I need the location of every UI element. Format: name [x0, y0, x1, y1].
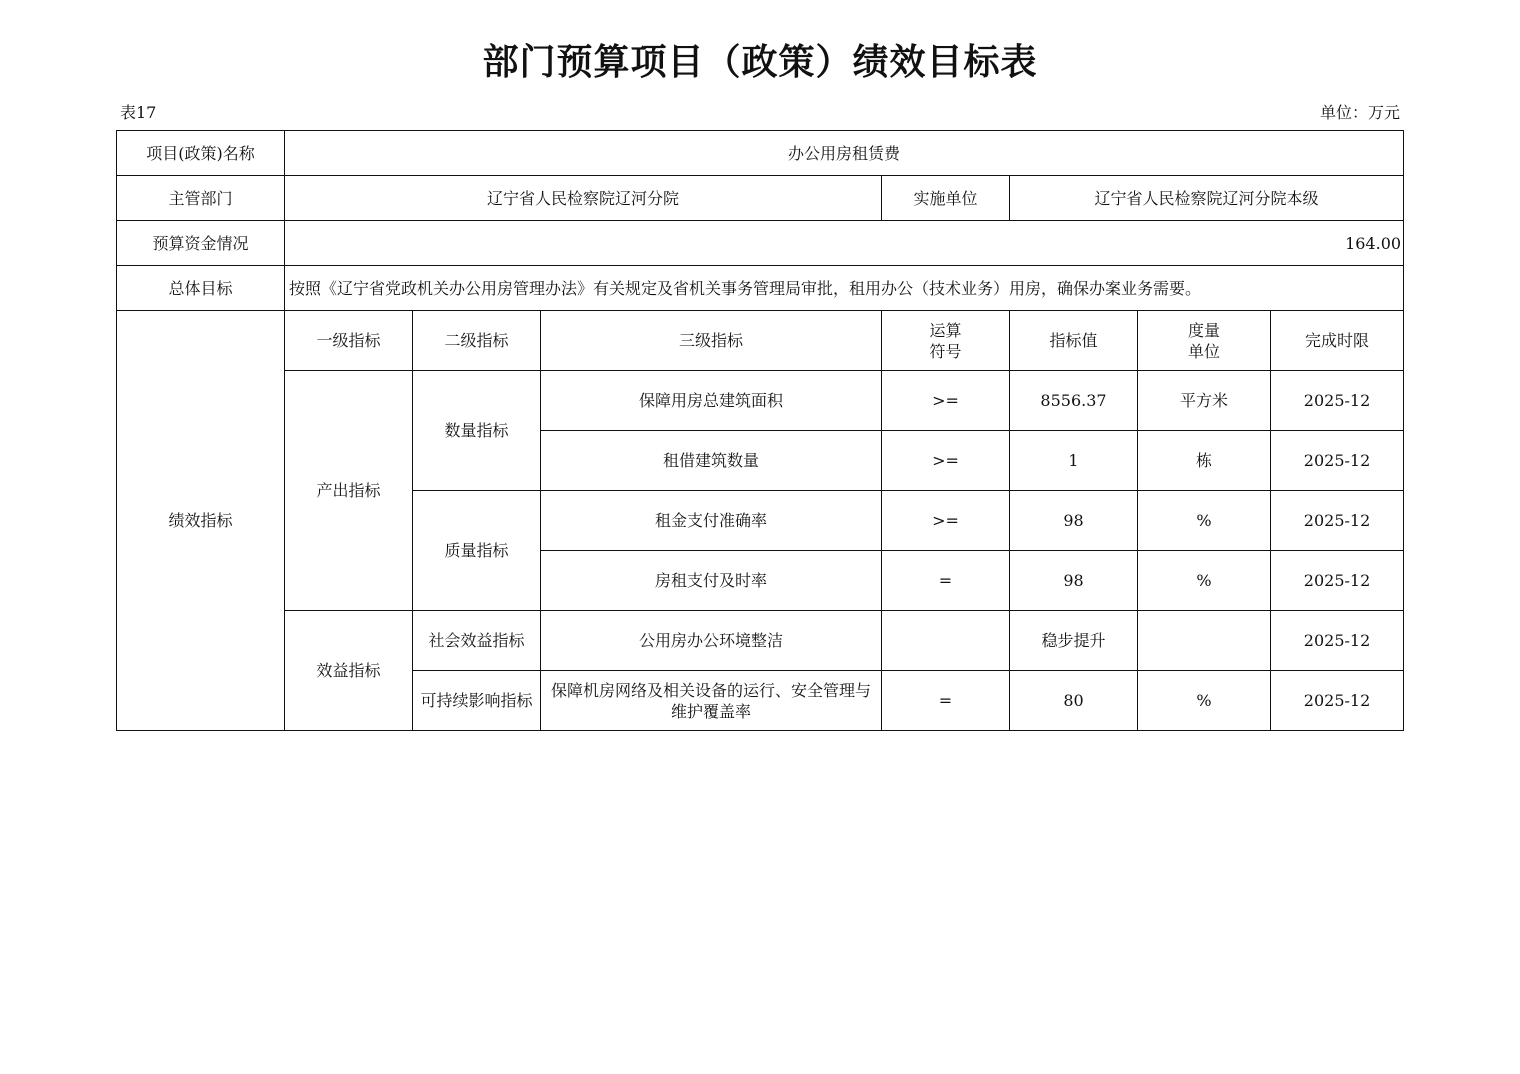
indicator-value: 1 — [1010, 431, 1138, 491]
impl-value: 辽宁省人民检察院辽河分院本级 — [1010, 176, 1404, 221]
indicator-operator: >= — [882, 431, 1010, 491]
indicator-name: 保障机房网络及相关设备的运行、安全管理与维护覆盖率 — [541, 671, 882, 731]
impl-label: 实施单位 — [882, 176, 1010, 221]
header-deadline: 完成时限 — [1271, 311, 1404, 371]
page-title: 部门预算项目（政策）绩效目标表 — [482, 41, 1038, 83]
indicator-value: 8556.37 — [1010, 371, 1138, 431]
header-unit-line2: 单位 — [1187, 341, 1220, 361]
project-value: 办公用房租赁费 — [285, 131, 1404, 176]
indicator-deadline: 2025-12 — [1271, 491, 1404, 551]
indicator-name: 房租支付及时率 — [541, 551, 882, 611]
perf-label: 绩效指标 — [117, 311, 285, 731]
indicator-operator: = — [882, 671, 1010, 731]
dept-value: 辽宁省人民检察院辽河分院 — [285, 176, 882, 221]
project-label: 项目(政策)名称 — [117, 131, 285, 176]
indicator-name: 保障用房总建筑面积 — [541, 371, 882, 431]
indicator-unit: % — [1138, 671, 1271, 731]
indicator-deadline: 2025-12 — [1271, 611, 1404, 671]
sustain-indicator: 可持续影响指标 — [413, 671, 541, 731]
header-level1: 一级指标 — [285, 311, 413, 371]
indicator-deadline: 2025-12 — [1271, 431, 1404, 491]
header-operator — [882, 311, 1010, 371]
budget-value: 164.00 — [285, 221, 1404, 266]
header-level3: 三级指标 — [541, 311, 882, 371]
indicator-value: 稳步提升 — [1010, 611, 1138, 671]
table-row — [117, 611, 1404, 671]
dept-row — [117, 176, 1404, 221]
indicator-deadline: 2025-12 — [1271, 371, 1404, 431]
indicator-name: 公用房办公环境整洁 — [541, 611, 882, 671]
indicator-deadline: 2025-12 — [1271, 551, 1404, 611]
header-unit — [1138, 311, 1271, 371]
indicator-value: 80 — [1010, 671, 1138, 731]
indicator-unit: % — [1138, 491, 1271, 551]
budget-row — [117, 221, 1404, 266]
table-row — [117, 371, 1404, 431]
indicator-value: 98 — [1010, 491, 1138, 551]
header-operator-line2: 符号 — [929, 341, 962, 361]
indicator-unit: % — [1138, 551, 1271, 611]
indicator-name: 租金支付准确率 — [541, 491, 882, 551]
indicator-unit: 平方米 — [1138, 371, 1271, 431]
table-number: 表17 — [120, 103, 157, 122]
social-indicator: 社会效益指标 — [413, 611, 541, 671]
goal-row — [117, 266, 1404, 311]
indicator-unit: 栋 — [1138, 431, 1271, 491]
budget-label: 预算资金情况 — [117, 221, 285, 266]
header-value: 指标值 — [1010, 311, 1138, 371]
header-row — [117, 311, 1404, 371]
goal-value: 按照《辽宁省党政机关办公用房管理办法》有关规定及省机关事务管理局审批，租用办公（技术业务）用房，确保办案业务需要。 — [285, 266, 1404, 311]
indicator-unit — [1138, 611, 1271, 671]
indicator-operator — [882, 611, 1010, 671]
benefit-indicator: 效益指标 — [285, 611, 413, 731]
goal-label: 总体目标 — [117, 266, 285, 311]
project-row — [117, 131, 1404, 176]
indicator-name: 租借建筑数量 — [541, 431, 882, 491]
indicator-operator: >= — [882, 371, 1010, 431]
indicator-deadline: 2025-12 — [1271, 671, 1404, 731]
header-operator-line1: 运算 — [929, 320, 962, 340]
indicator-operator: = — [882, 551, 1010, 611]
dept-label: 主管部门 — [117, 176, 285, 221]
header-level2: 二级指标 — [413, 311, 541, 371]
quality-indicator: 质量指标 — [413, 491, 541, 611]
unit-label: 单位：万元 — [1319, 103, 1400, 122]
performance-table — [116, 130, 1404, 731]
indicator-value: 98 — [1010, 551, 1138, 611]
output-indicator: 产出指标 — [285, 371, 413, 611]
indicator-operator: >= — [882, 491, 1010, 551]
header-unit-line1: 度量 — [1187, 320, 1220, 340]
quantity-indicator: 数量指标 — [413, 371, 541, 491]
